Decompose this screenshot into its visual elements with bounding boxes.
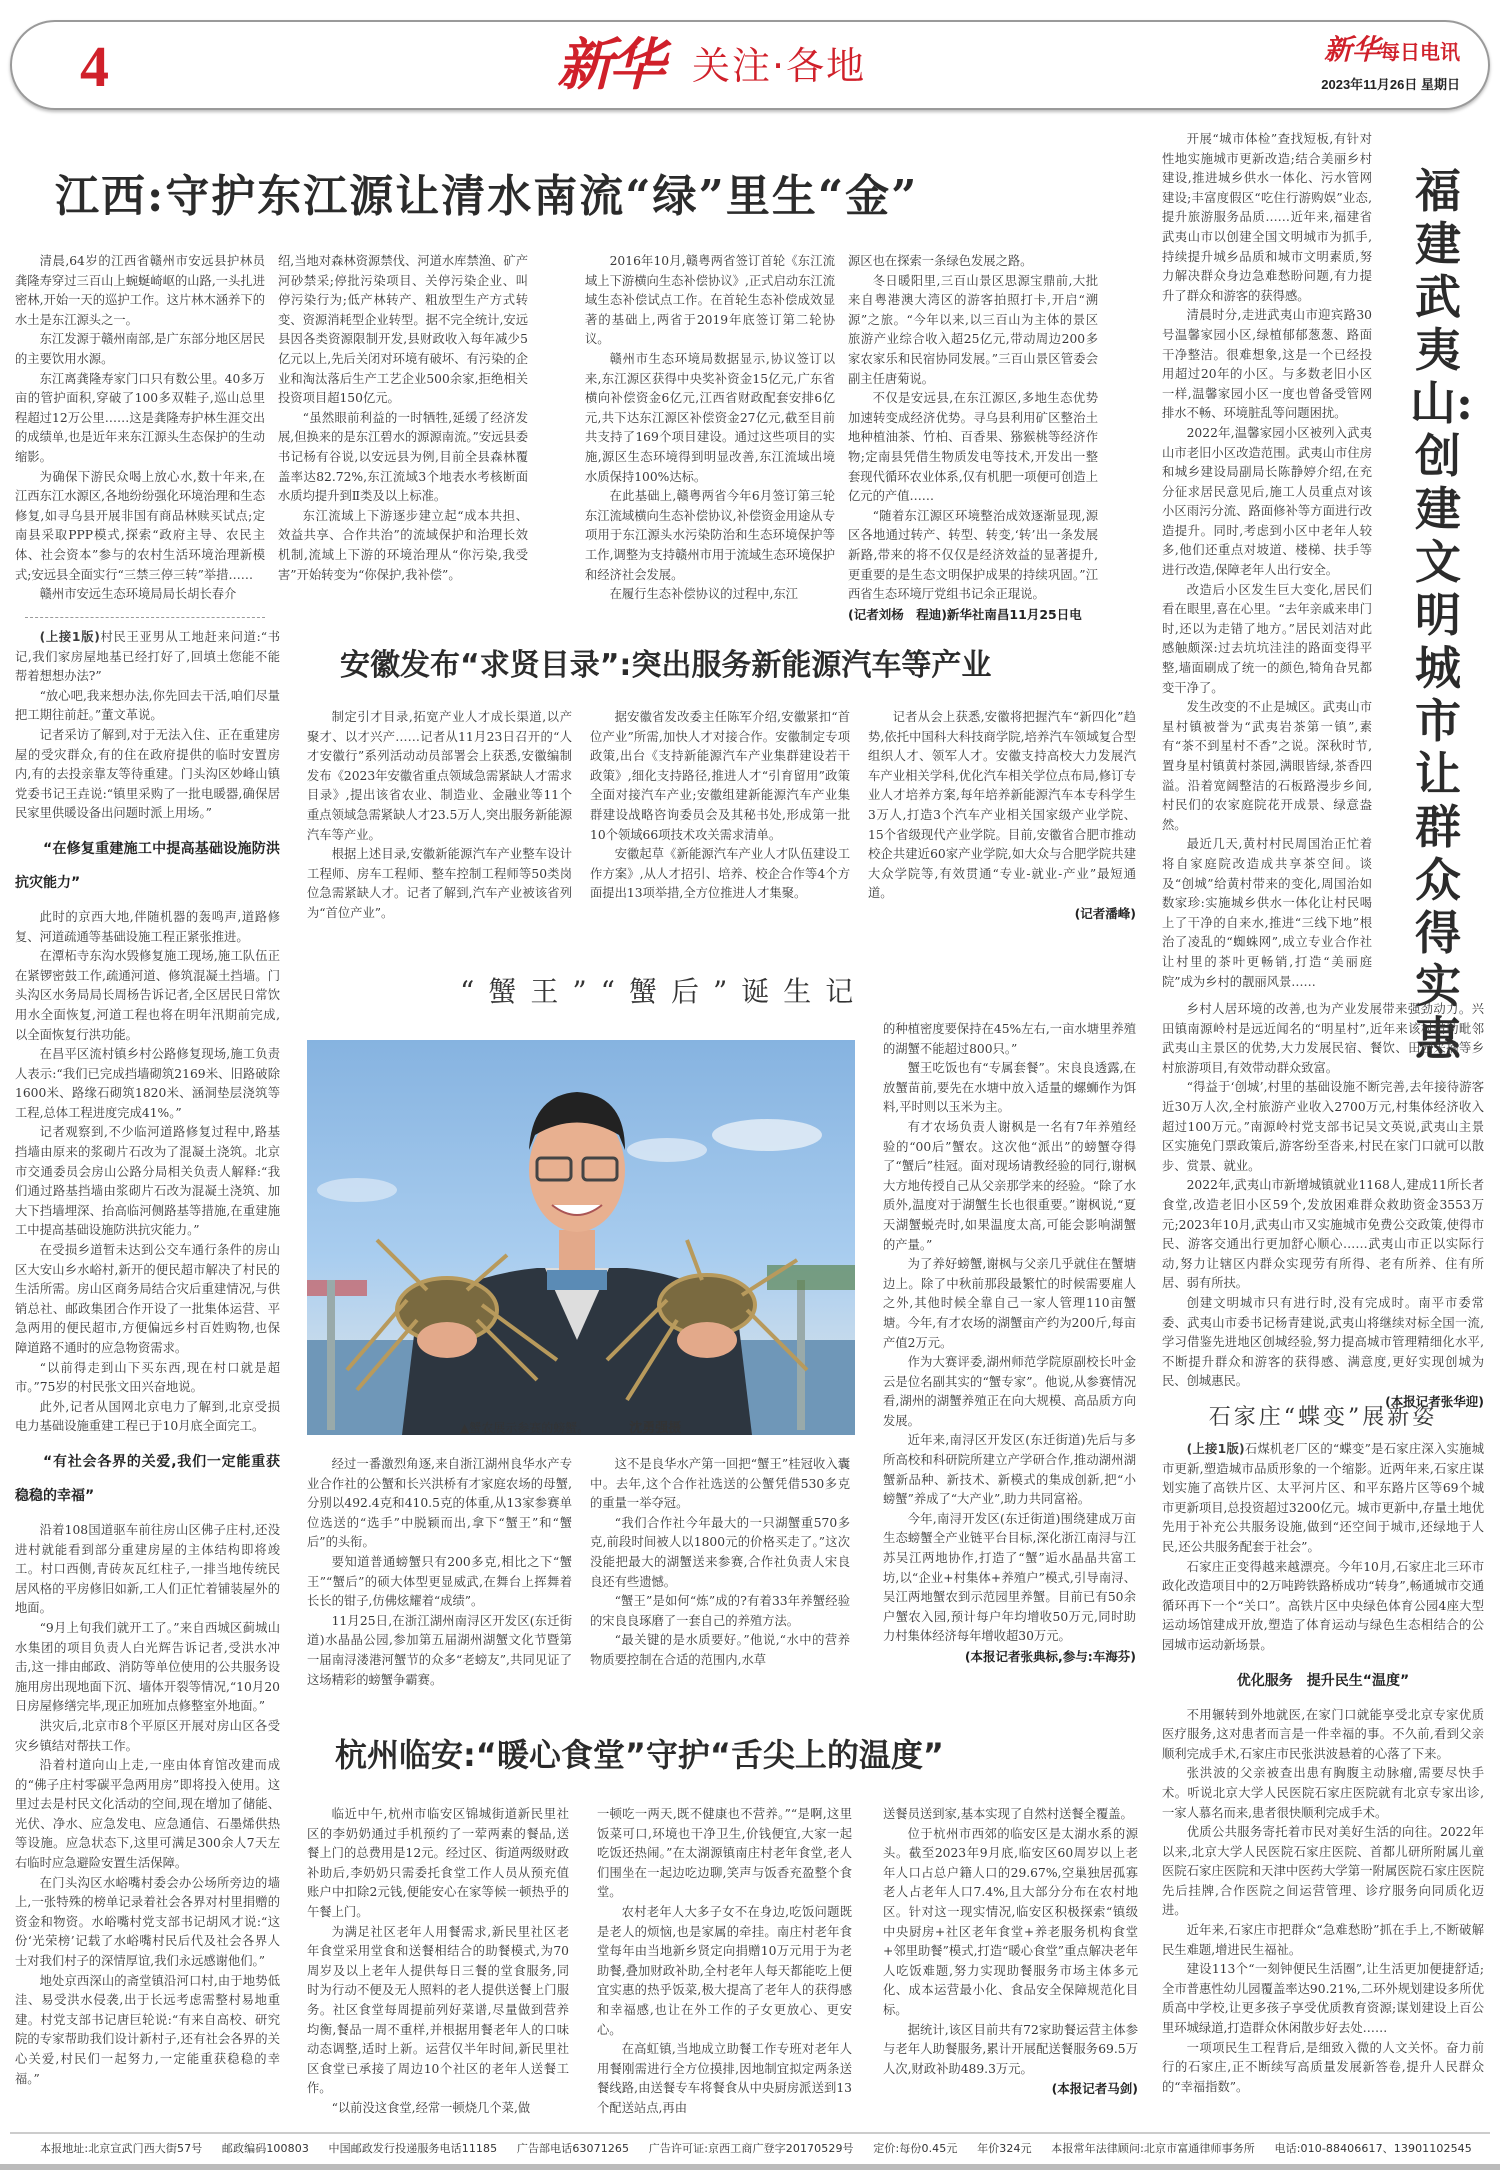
article-headline-hangzhou: 杭州临安:“暖心食堂”守护“舌尖上的温度”: [335, 1736, 944, 1774]
paragraph: 记者观察到,不少临河道路修复过程中,路基挡墙由原来的浆砌片石改为了混凝土浇筑。北京市交通委员会房山公路分局相关负责人解释:“我们通过路基挡墙由浆砌片石改为混凝土浇筑、加大下挡墙埋深、抬高临河侧路基等措施,在重建施工中提高基础设施防洪抗灾能力。”: [15, 1125, 280, 1238]
paragraph: 最近几天,黄村村民周国治正忙着将自家庭院改造成共享茶空间。谈及“创城”给黄村带来的变化,周国治如数家珍:实施城乡供水一体化让村民喝上了干净的自来水,推进“三线下地”根治了凌乱的“蜘蛛网”,成立专业合作社让村里的茶叶更畅销,打造“美丽庭院”成为乡村的靓丽风景……: [1162, 837, 1372, 989]
paper-logo: 新华: [1323, 33, 1380, 66]
footer: [40, 2140, 1490, 2156]
paragraph: 东江发源于赣州南部,是广东部分地区居民的主要饮用水源。: [15, 332, 265, 366]
paragraph: 此外,记者从国网北京电力了解到,北京受损电力基础设施重建工程已于10月底全面完工。: [15, 1399, 280, 1434]
paragraph: 一顿吃一两天,既不健康也不营养。”“是啊,这里饭菜可口,环境也干净卫生,价钱便宜,大家一起吃饭还热闹。”在太湖源镇南庄村老年食堂,老人们围坐在一起边吃边聊,笑声与饭香充盈整个食堂。: [597, 1807, 852, 1900]
paragraph: 东江离龚隆寿家门口只有数公里。40多万亩的管护面积,穿破了100多双鞋子,巡山总里程超过12万公里……这是龚隆寿护林生涯交出的成绩单,也是近年来东江源头生态保护的生动缩影。: [15, 371, 265, 464]
paragraph: 2022年,温馨家园小区被列入武夷山市老旧小区改造范围。武夷山市住房和城乡建设局副局长陈静婷介绍,在充分征求居民意见后,施工人员重点对该小区雨污分流、路面修补等方面进行改造提升。同时,考虑到小区中老年人较多,他们还重点对坡道、楼梯、扶手等进行改造,保障老年人出行安全。: [1162, 425, 1372, 578]
crab-col-1: [307, 1455, 572, 1690]
paragraph: “随着东江源区环境整治成效逐渐显现,源区各地通过转产、转型、转变,‘转’出一条发展新路,带来的将不仅仅是经济效益的显著提升,更重要的是生态文明保护成果的持续巩固。”江西省生态环境厅党组书记余正琨说。: [848, 508, 1098, 602]
paragraph: 一项项民生工程背后,是细致入微的人文关怀。奋力前行的石家庄,正不断续写高质量发展新答卷,提升人民群众的“幸福指数”。: [1162, 2040, 1484, 2094]
paragraph: “得益于‘创城’,村里的基础设施不断完善,去年接待游客近30万人次,全村旅游产业收入2700万元,村集体经济收入超过100万元。”南源岭村党支部书记吴文英说,武夷山主景区实施免门票政策后,游客纷至沓来,村民在家门口就可以散步、赏景、就业。: [1162, 1080, 1484, 1173]
paragraph: 发生改变的不止是城区。武夷山市星村镇被誉为“武夷岩茶第一镇”,素有“茶不到星村不香”之说。深秋时节,置身星村镇黄村茶园,满眼皆绿,茶香四溢。沿着宽阔整洁的石板路漫步乡间,村民们的农家庭院花开成景、绿意盎然。: [1162, 700, 1372, 832]
footer-delivery-phone: 中国邮政发行投递服务电话11185: [328, 2142, 498, 2155]
footer-address: 本报地址:北京宣武门西大街57号: [40, 2142, 203, 2155]
paragraph: 沿着村道向山上走,一座由体育馆改建而成的“佛子庄村零碳平急两用房”即将投入使用。这里过去是村民文化活动的空间,现在增加了储能、光伏、净水、应急发电、应急通信、石墨烯供热等设施。应急状态下,这里可满足300余人7天左右临时应急避险安置生活保障。: [15, 1758, 280, 1871]
paragraph: 创建文明城市只有进行时,没有完成时。南平市委常委、武夷山市委书记杨青建说,武夷山将继续对标全国一流,学习借鉴先进地区创城经验,努力提高城市管理精细化水平,不断提升群众和游客的获得感、满意度,更好实现创城为民、创城惠民。: [1162, 1295, 1484, 1389]
byline: (记者刘杨 程迪)新华社南昌11月25日电: [848, 606, 1082, 622]
paragraph: 制定引才目录,拓宽产业人才成长渠道,以产聚才、以才兴产……记者从11月23日召开的“人才安徽行”系列活动动员部署会上获悉,安徽编制发布《2023年安徽省重点领域急需紧缺人才需求目录》,提出该省农业、制造业、金融业等11个重点领域急需紧缺人才23.5万人,突出服务新能源汽车等产业。: [307, 710, 572, 842]
paragraph: 安徽起草《新能源汽车产业人才队伍建设工作方案》,从人才招引、培养、校企合作等4个方面提出13项举措,全方位推进人才集聚。: [590, 847, 850, 901]
jiangxi-col-4: [848, 252, 1098, 624]
paragraph: 为满足社区老年人用餐需求,新民里社区老年食堂采用堂食和送餐相结合的助餐模式,为70周岁及以上老年人提供每日三餐的堂食服务,同时为行动不便及无人照料的老人提供送餐上门服务。社区食堂每周提前列好菜谱,尽量做到营养均衡,餐品一周不重样,并根据用餐老年人的口味动态调整,适时上新。运营仅半年时间,新民里社区食堂已承接了周边10个社区的老年人送餐工作。: [307, 1924, 569, 2096]
brand-logo: 新华: [557, 32, 661, 98]
anhui-col-1: [307, 708, 572, 924]
subheading: “在修复重建施工中提高基础设施防洪抗灾能力”: [15, 840, 280, 891]
paragraph: 在昌平区流村镇乡村公路修复现场,施工负责人表示:“我们已完成挡墙砌筑2169米、旧路破除1600米、路缘石砌筑1820米、涵洞垫层浇筑等工程,总体工程进度完成41%。”: [15, 1047, 280, 1120]
paragraph: 此时的京西大地,伴随机器的轰鸣声,道路修复、河道疏通等基础设施工程正紧张推进。: [15, 909, 280, 944]
paragraph: “以前没这食堂,经常一顿烧几个菜,做: [331, 2100, 531, 2115]
footer-annual-price: 年价324元: [977, 2142, 1032, 2155]
subheading: 优化服务 提升民生“温度”: [1236, 1672, 1410, 1689]
paragraph: “蟹王”是如何“炼”成的?有着33年养蟹经验的宋良良琢磨了一套自己的养殖方法。: [590, 1594, 850, 1628]
paragraph: 绍,当地对森林资源禁伐、河道水库禁渔、矿产河砂禁采;停批污染项目、关停污染企业、叫停污染行为;低产林转产、粗放型生产方式转变、资源消耗型企业转型。据不完全统计,安远县因各类资源限制开发,县财政收入每年减少5亿元以上,先后关闭对环境有破坏、有污染的企业和淘汰落后生产工艺企业500余家,拒绝相关投资项目超150亿元。: [278, 254, 528, 406]
jiangxi-col-3: [585, 252, 835, 605]
paragraph: 记者从会上获悉,安徽将把握汽车“新四化”趋势,依托中国科大科技商学院,培养汽车领域复合型组织人才、领军人才。安徽支持高校大力发展汽车产业相关学科,优化汽车相关学位点布局,修订专业人才培养方案,每年培养新能源汽车本专科学生3万人,打造3个汽车产业相关国家级产业学院、15个省级现代产业学院。目前,安徽省合肥市推动校企共建近60家产业学院,如大众与合肥学院共建大众学院等,有效贯通“专业-就业-产业”最短通道。: [868, 710, 1136, 901]
photo-credit: 沈勇强摄: [629, 1421, 682, 1436]
article-headline-fujian-vertical: 福建武夷山:创建文明城市让群众得实惠: [1410, 164, 1473, 1066]
subheading: “有社会各界的关爱,我们一定能重获稳稳的幸福”: [15, 1453, 280, 1504]
hangzhou-col-2: [597, 1805, 852, 2119]
footer-legal-advisor: 本报常年法律顾问:北京市富通律师事务所: [1051, 2142, 1255, 2155]
paragraph: “最关键的是水质要好。”他说,“水中的营养物质要控制在合适的范围内,水草: [590, 1633, 850, 1667]
byline: (本报记者张华迎): [1385, 1393, 1484, 1409]
paragraph: 在高虹镇,当地成立助餐工作专班对老年人用餐刚需进行全方位摸排,因地制宜拟定两条送餐线路,由送餐专车将餐食从中央厨房派送到13个配送站点,再由: [597, 2042, 852, 2115]
paragraph: 要知道普通螃蟹只有200多克,相比之下“蟹王”“蟹后”的硕大体型更显威武,在舞台上挥舞着长长的钳子,仿佛炫耀着“成绩”。: [307, 1554, 572, 1609]
paragraph: 赣州市生态环境局数据显示,协议签订以来,东江源区获得中央奖补资金15亿元,广东省横向补偿资金6亿元,江西省财政配套安排6亿元,共下达东江源区补偿资金27亿元,截至目前共支持了169个项目建设。通过这些项目的实施,源区生态环境得到明显改善,东江流域出境水质保持100%达标。: [585, 351, 835, 484]
paragraph: 在门头沟区水峪嘴村委会办公场所旁边的墙上,一张特殊的榜单记录着社会各界对村里捐赠的资金和物资。水峪嘴村党支部书记胡风才说:“这份‘光荣榜’记载了水峪嘴村民后代及社会各界人士对我们村子的深情厚谊,我们永远感谢他们。”: [15, 1875, 280, 1969]
paragraph: 在受损乡道暂未达到公交车通行条件的房山区大安山乡水峪村,新开的便民超市解决了村民的生活所需。房山区商务局结合灾后重建情况,与供销总社、邮政集团合作开设了一批集体运营、平急两用的便民超市,方便偏远乡村百姓购物,也保障道路不通时的应急物资需求。: [15, 1243, 280, 1355]
paragraph: 为了养好螃蟹,谢枫与父亲几乎就住在蟹塘边上。除了中秋前那段最繁忙的时候需要雇人之外,其他时候全靠自己一家人管理110亩蟹塘。今年,有才农场的湖蟹亩产约为200斤,每亩产值2万元。: [883, 1257, 1136, 1350]
paragraph: “虽然眼前利益的一时牺牲,延缓了经济发展,但换来的是东江碧水的源源南流。”安远县委书记杨有谷说,以安远县为例,目前全县森林覆盖率达82.72%,东江流域3个地表水考核断面水质均提升到Ⅱ类及以上标准。: [278, 410, 528, 504]
byline: (记者潘峰): [1074, 905, 1136, 921]
paragraph: (上接1版)村民王亚男从工地赶来问道:“书记,我们家房屋地基已经打好了,回填土您能不能帮着想想办法?”: [15, 630, 281, 684]
paragraph: 东江流域上下游逐步建立起“成本共担、效益共享、合作共治”的流域保护和治理长效机制,流域上下游的环境治理从“你污染,我受害”开始转变为“你保护,我补偿”。: [278, 508, 528, 582]
paragraph: 源区也在探索一条绿色发展之路。: [848, 254, 1033, 268]
paragraph: 不用辗转到外地就医,在家门口就能享受北京专家优质医疗服务,这对患者而言是一件幸福的事。不久前,看到父亲顺利完成手术,石家庄市民张洪波悬着的心落了下来。: [1162, 1707, 1484, 1761]
paragraph: 2022年,武夷山市新增城镇就业1168人,建成11所长者食堂,改造老旧小区59个,发放困难群众救助资金3553万元;2023年10月,武夷山市又实施城市免费公交政策,使得市民、游客交通出行更加舒心顺心……武夷山市正以实际行动,努力让辖区内群众实现劳有所得、老有所养、住有所居、弱有所扶。: [1162, 1178, 1484, 1291]
paragraph: “我们合作社今年最大的一只湖蟹重570多克,前段时间被人以1800元的价格买走了。”这次没能把最大的湖蟹送来参赛,合作社负责人宋良良还有些遗憾。: [590, 1515, 850, 1589]
paragraph: 改造后小区发生巨大变化,居民们看在眼里,喜在心里。“去年亲戚来串门时,还以为走错了地方。”居民刘洁对此感触颇深:过去坑坑洼洼的路面变得平整,墙面刷成了统一的颜色,犄角旮旯都变干净了。: [1162, 582, 1372, 695]
paragraph: 临近中午,杭州市临安区锦城街道新民里社区的李奶奶通过手机预约了一荤两素的餐品,送餐上门的总费用是12元。经过区、街道两级财政补助后,李奶奶只需委托食堂工作人员从预充值账户中扣除2元钱,便能安心在家等候一顿热乎的午餐上门。: [307, 1807, 569, 1919]
fujian-wide-col: [1162, 1000, 1484, 1411]
photo-caption: ▲蟹农展示参赛的螃蟹。 沈勇强摄: [460, 1421, 682, 1436]
beijing-column: [15, 628, 280, 2089]
paragraph: 近年来,石家庄市把群众“急难愁盼”抓在手上,不断破解民生难题,增进民生福祉。: [1162, 1923, 1484, 1957]
paragraph: 地处京西深山的斋堂镇沿河口村,由于地势低洼、易受洪水侵袭,出于长远考虑需整村易地重建。村党支部书记唐巨轮说:“有来自高校、研究院的专家帮助我们设计新村子,还有社会各界的关心关爱,村民们一起努力,一定能重获稳稳的幸福。”: [15, 1973, 280, 2086]
paragraph: 这不是良华水产第一回把“蟹王”桂冠收入囊中。去年,这个合作社选送的公蟹凭借530多克的重量一举夺冠。: [590, 1457, 850, 1511]
jiangxi-col-2: [278, 252, 528, 585]
paragraph: 据统计,该区目前共有72家助餐运营主体参与老年人助餐服务,累计开展配送餐服务69.5万人次,财政补助489.3万元。: [883, 2022, 1138, 2076]
paragraph: 为确保下游民众喝上放心水,数十年来,在江西东江水源区,各地纷纷强化环境治理和生态修复,如寻乌县开展非国有商品林赎买试点;定南县采取PPP模式,探索“政府主导、农民主体、社会资本”参与的农村生活环境治理新模式;安远县全面实行“三禁三停三转”举措……: [15, 469, 265, 582]
paragraph: 11月25日,在浙江湖州南浔区开发区(东迁街道)水晶晶公园,参加第五届湖州湖蟹文化节暨第一届南浔溇港河蟹节的众多“老螃友”,共同见证了这场精彩的螃蟹争霸赛。: [307, 1613, 572, 1687]
paragraph: 在此基础上,赣粤两省今年6月签订第三轮东江流域横向生态补偿协议,补偿资金用途从专项用于东江源头水污染防治和生态环境保护等工作,调整为支持赣州市用于流域生态环境保护和经济社会发展。: [585, 489, 835, 582]
paragraph: 送餐员送到家,基本实现了自然村送餐全覆盖。: [883, 1807, 1133, 1821]
paragraph: “9月上旬我们就开工了。”来自西城区蓟城山水集团的项目负责人白光辉告诉记者,受洪水冲击,这一排由邮政、消防等单位使用的公共服务设施用房出现地面下沉、墙体开裂等情况,“10月20日房屋修缮完毕,现正加班加点修整室外地面。”: [15, 1620, 280, 1714]
paragraph: 优质公共服务寄托着市民对美好生活的向往。2022年以来,北京大学人民医院石家庄医院、首都儿研所附属儿童医院石家庄医院和天津中医药大学第一附属医院石家庄医院先后挂牌,合作医院之间运营管理、诊疗服务向同质化迈进。: [1162, 1825, 1484, 1918]
paragraph: “放心吧,我来想办法,你先回去干活,咱们尽量把工期往前赶。”董文革说。: [15, 688, 280, 723]
paragraph: 在履行生态补偿协议的过程中,东江: [609, 587, 798, 602]
paragraph: 蟹王吃饭也有“专属套餐”。宋良良透露,在放蟹苗前,要先在水塘中放入适量的螺蛳作为饵料,平时则以玉米为主。: [883, 1061, 1136, 1115]
masthead: [10, 20, 1490, 110]
footer-ad-license: 广告许可证:京西工商广登字20170529号: [648, 2142, 854, 2155]
paragraph: 赣州市安远生态环境局局长胡长春介: [39, 587, 237, 602]
article-headline-jiangxi: 江西:守护东江源让清水南流“绿”里生“金”: [55, 171, 919, 222]
article-headline-crab: “蟹王”“蟹后”诞生记: [460, 975, 868, 1008]
paragraph: 位于杭州市西郊的临安区是太湖水系的源头。截至2023年9月底,临安区60周岁以上老年人口占总户籍人口的29.67%,空巢独居孤寡老人占老年人口7.4%,且大部分分布在农村地区。针对这一现实情况,临安区积极探索“镇级中央厨房+社区老年食堂+养老服务机构食堂+邻里助餐”模式,打造“暖心食堂”重点解决老年人吃饭难题,努力实现助餐服务市场主体多元化、成本运营最小化、食品安全保障规范化目标。: [883, 1826, 1138, 2017]
footer-divider: [10, 2132, 1490, 2134]
paragraph: 开展“城市体检”查找短板,有针对性地实施城市更新改造;结合美丽乡村建设,推进城乡供水一体化、污水管网建设;丰富度假区“吃住行游购娱”业态,提升旅游服务品质……近年来,福建省武夷山市以创建全国文明城市为抓手,持续提升城乡品质和城市文明素质,努力解决群众身边急难愁盼问题,有力提升了群众和游客的获得感。: [1162, 132, 1372, 303]
paragraph: 沿着108国道驱车前往房山区佛子庄村,还没进村就能看到部分重建房屋的主体结构即将竣工。村口西侧,青砖灰瓦红柱子,一排当地传统民居风格的平房修旧如新,工人们正忙着铺装屋外的地面。: [15, 1522, 280, 1616]
shijiazhuang-column: [1162, 1440, 1484, 2097]
paragraph: (上接1版)石煤机老厂区的“蝶变”是石家庄深入实施城市更新,塑造城市品质形象的一个缩影。近两年来,石家庄谋划实施了高铁片区、太平河片区、和平东路片区等69个城市更新项目,总投资超过3200亿元。城市更新中,存量土地优先用于补充公共服务设施,做到“还空间于城市,还绿地于人民,还公共服务配套于社会”。: [1162, 1442, 1484, 1554]
page-bottom-edge: [0, 2164, 1500, 2170]
paragraph: 2016年10月,赣粤两省签订首轮《东江流域上下游横向生态补偿协议》,正式启动东江流域生态补偿试点工作。在首轮生态补偿成效显著的基础上,两省于2019年底签订第二轮协议。: [585, 254, 835, 347]
paragraph: 有才农场负责人谢枫是一名有7年养殖经验的“00后”蟹农。这次他“派出”的螃蟹夺得了“蟹后”桂冠。面对现场请教经验的同行,谢枫大方地传授自己从父亲那学来的经验。“除了水质外,温度对于湖蟹生长也很重要。”谢枫说,“夏天湖蟹蜕壳时,如果温度太高,可能会影响湖蟹的产量。”: [883, 1119, 1136, 1252]
issue-date: 2023年11月26日 星期日: [1321, 77, 1460, 92]
paragraph: 近年来,南浔区开发区(东迁街道)先后与多所高校和科研院所建立产学研合作,推动湖州湖蟹新品种、新技术、新模式的集成创新,把“小螃蟹”养成了“大产业”,助力共同富裕。: [883, 1433, 1136, 1507]
section-title: 关注·各地: [692, 44, 867, 88]
paragraph: “以前得走到山下买东西,现在村口就是超市。”75岁的村民张文田兴奋地说。: [15, 1360, 280, 1395]
footer-price: 定价:每份0.45元: [873, 2142, 958, 2155]
article-headline-shijiazhuang: 石家庄“蝶变”展新姿: [1208, 1405, 1438, 1430]
divider: [25, 617, 265, 618]
paragraph: 据安徽省发改委主任陈军介绍,安徽紧扣“首位产业”所需,加快人才对接合作。安徽制定专项政策,出台《支持新能源汽车产业集群建设若干政策》,细化支持路径,推进人才“引育留用”政策全面对接汽车产业;安徽组建新能源汽车产业集群建设战略咨询委员会及其秘书处,形成第一批10个领域66项技术攻关需求清单。: [590, 710, 850, 842]
crab-farmer-photo: [307, 1040, 855, 1435]
crab-col-3: [883, 1020, 1136, 1667]
paragraph: 石家庄正变得越来越漂亮。今年10月,石家庄北三环市政化改造项目中的2万吨跨铁路桥成功“转身”,畅通城市交通循环再下一个“关口”。高铁片区中央绿色体育公园4座大型运动场馆建成开放,塑造了体育运动与绿色生态相结合的公园城市运动新场景。: [1162, 1559, 1484, 1652]
paragraph: 农村老年人大多子女不在身边,吃饭问题既是老人的烦恼,也是家属的牵挂。南庄村老年食堂每年由当地新乡贤定向捐赠10万元用于为老助餐,叠加财政补助,全村老年人每天都能吃上便宜实惠的热乎饭菜,极大提高了老年人的获得感和幸福感,也让在外工作的子女更放心、更安心。: [597, 1904, 852, 2037]
footer-ad-phone: 广告部电话63071265: [516, 2142, 630, 2155]
continued-from-label: (上接1版): [1186, 1442, 1245, 1456]
paragraph: 作为大赛评委,湖州师范学院原副校长叶金云是位名副其实的“蟹专家”。他说,从参赛情况看,湖州的湖蟹养殖正在向大规模、高品质方向发展。: [883, 1355, 1136, 1428]
hangzhou-col-3: [883, 1805, 1138, 2099]
paper-name-suffix: 每日电讯: [1380, 40, 1460, 64]
hangzhou-col-1: [307, 1805, 569, 2119]
byline: (本报记者马剑): [1051, 2081, 1138, 2097]
article-headline-anhui: 安徽发布“求贤目录”:突出服务新能源汽车等产业: [340, 648, 992, 683]
paragraph: 记者采访了解到,对于无法入住、正在重建房屋的受灾群众,有的住在政府提供的临时安置房内,有的去投亲靠友等待重建。门头沟区妙峰山镇党委书记王垚说:“镇里采购了一批电暖器,确保居民家里供暖设备出问题时派上用场。”: [15, 727, 280, 821]
continued-from-label: (上接1版): [39, 630, 100, 644]
fujian-narrow-col: [1162, 130, 1372, 992]
paragraph: 清晨,64岁的江西省赣州市安远县护林员龚隆寿穿过三百山上蜿蜒崎岖的山路,一头扎进密林,开始一天的巡护工作。这片林木涵养下的水土是东江源头之一。: [15, 254, 265, 327]
crab-col-2: [590, 1455, 850, 1671]
footer-phone: 电话:010-88406617、13901102545: [1274, 2142, 1472, 2155]
paragraph: 冬日暖阳里,三百山景区思源宝鼎前,大批来自粤港澳大湾区的游客拍照打卡,开启“溯源”之旅。“今年以来,以三百山为主体的景区旅游产业综合收入超25亿元,带动周边200多家农家乐和民宿协同发展。”三百山景区管委会副主任唐菊说。: [848, 273, 1098, 386]
paragraph: 乡村人居环境的改善,也为产业发展带来强劲动力。兴田镇南源岭村是远近闻名的“明星村”,近年来该村借助毗邻武夷山主景区的优势,大力发展民宿、餐饮、田园采摘等乡村旅游项目,有效带动群众致富。: [1162, 1002, 1484, 1075]
paragraph: 不仅是安远县,在东江源区,多地生态优势加速转变成经济优势。寻乌县利用矿区整治土地种植油茶、竹柏、百香果、猕猴桃等经济作物;定南县凭借生物质发电等技术,开发出一整套现代循环农业体系,仅有机肥一项便可创造上亿元的产值……: [848, 391, 1098, 504]
paragraph: 经过一番激烈角逐,来自浙江湖州良华水产专业合作社的公蟹和长兴洪桥有才家庭农场的母蟹,分别以492.4克和410.5克的体重,从13家参赛单位选送的“选手”中脱颖而出,拿下“蟹王”和“蟹后”的头衔。: [307, 1457, 572, 1550]
jiangxi-col-1: [15, 252, 265, 605]
paragraph: 洪灾后,北京市8个平原区开展对房山区各受灾乡镇结对帮扶工作。: [15, 1718, 280, 1753]
paragraph: 根据上述目录,安徽新能源汽车产业整车设计工程师、房车工程师、整车控制工程师等50类岗位急需紧缺人才。记者了解到,汽车产业被该省列为“首位产业”。: [307, 847, 572, 920]
byline: (本报记者张典标,参与:车海芬): [964, 1649, 1136, 1664]
paragraph: 张洪波的父亲被查出患有胸腹主动脉瘤,需要尽快手术。听说北京大学人民医院石家庄医院就有北京专家出诊,一家人慕名而来,患者很快顺利完成手术。: [1162, 1766, 1484, 1820]
paragraph: 建设113个“一刻钟便民生活圈”,让生活更加便捷舒适;全市普惠性幼儿园覆盖率达90.21%,二环外规划建设多所优质高中学校,让更多孩子享受优质教育资源;谋划建设上百公里环城绿道,打造群众休闲散步好去处……: [1162, 1962, 1484, 2036]
anhui-col-3: [868, 708, 1136, 924]
page-number: 4: [80, 34, 109, 99]
photo-illustration: [307, 1040, 855, 1435]
paragraph: 清晨时分,走进武夷山市迎宾路30号温馨家园小区,绿植郁郁葱葱、路面干净整洁。很难想象,这是一个已经投用超过20年的小区。与多数老旧小区一样,温馨家园小区一度也曾备受管网排水不畅、环境脏乱等问题困扰。: [1162, 308, 1372, 421]
paragraph: 今年,南浔开发区(东迁街道)围绕建成万亩生态螃蟹全产业链平台目标,深化浙江南浔与江苏吴江两地协作,打造了“蟹”逅水晶晶共富工坊,以“企业+村集体+养殖户”模式,引导南浔、吴江两地蟹农到示范园里养蟹。目前已有50余户蟹农入园,预计每户年均增收50万元,同时助力村集体经济每年增收超30万元。: [883, 1511, 1136, 1644]
paragraph: 的种植密度要保持在45%左右,一亩水塘里养殖的湖蟹不能超过800只。”: [883, 1022, 1136, 1056]
paragraph: 在潭柘寺东沟水毁修复施工现场,施工队伍正在紧锣密鼓工作,疏通河道、修筑混凝土挡墙。门头沟区水务局局长周杨告诉记者,全区居民日常饮用水全面恢复,河道工程也将在明年汛期前完成,以全面恢复行洪功能。: [15, 949, 280, 1042]
paper-name: [1324, 34, 1460, 68]
footer-postcode: 邮政编码100803: [221, 2142, 309, 2155]
anhui-col-2: [590, 708, 850, 904]
